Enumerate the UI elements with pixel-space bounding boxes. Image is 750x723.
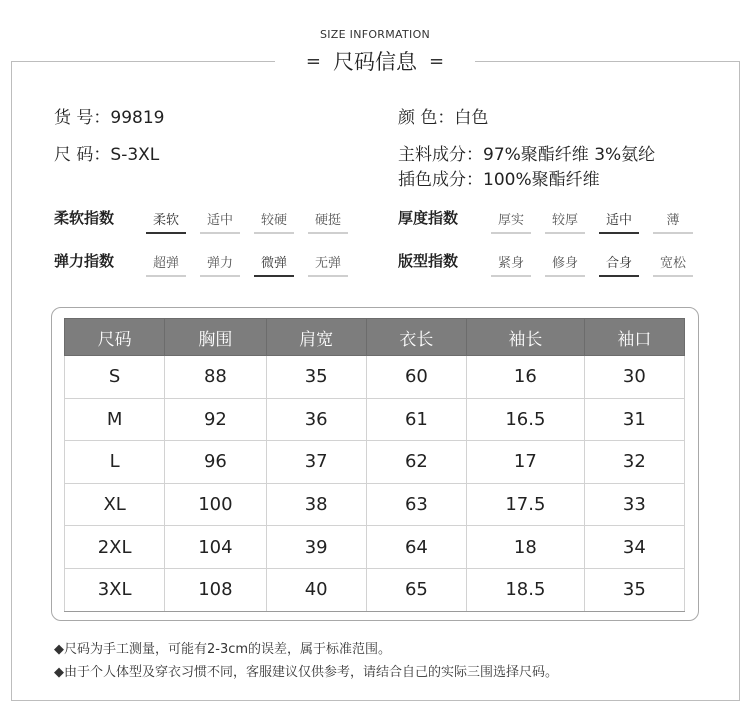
title-dash-right: = — [429, 50, 445, 72]
section-title-en: SIZE INFORMATION — [319, 28, 431, 41]
fit-option: 合身 — [599, 252, 639, 277]
header-length: 衣长 — [366, 319, 466, 356]
table-row — [65, 483, 685, 526]
header-sleeve-length: 袖长 — [467, 319, 585, 356]
table-row — [65, 441, 685, 484]
table-cell: 34 — [584, 526, 684, 569]
color-info: 颜 色：白色 — [398, 108, 489, 128]
table-cell: 65 — [366, 568, 466, 611]
thickness-option: 薄 — [653, 209, 693, 234]
title-dash-left: = — [305, 50, 321, 72]
table-cell: 63 — [366, 483, 466, 526]
section-title — [275, 44, 475, 78]
elasticity-option: 微弹 — [254, 252, 294, 277]
fit-option: 紧身 — [491, 252, 531, 277]
size-table — [64, 318, 685, 612]
table-cell: 18.5 — [467, 568, 585, 611]
elasticity-option: 弹力 — [200, 252, 240, 277]
thickness-option: 较厚 — [545, 209, 585, 234]
table-cell: 17 — [467, 441, 585, 484]
notes — [54, 638, 558, 684]
section-title-cn: 尺码信息 — [333, 50, 417, 74]
table-row — [65, 398, 685, 441]
table-cell: 18 — [467, 526, 585, 569]
table-cell: 62 — [366, 441, 466, 484]
item-number: 货 号：99819 — [54, 108, 165, 128]
table-cell: S — [65, 356, 165, 399]
table-cell: 96 — [165, 441, 266, 484]
header-size: 尺码 — [65, 319, 165, 356]
elasticity-option: 超弹 — [146, 252, 186, 277]
table-cell: 17.5 — [467, 483, 585, 526]
size-range: 尺 码：S-3XL — [54, 145, 160, 165]
table-cell: 104 — [165, 526, 266, 569]
table-cell: 3XL — [65, 568, 165, 611]
note-measurement: ◆尺码为手工测量，可能有2-3cm的误差，属于标准范围。 — [54, 642, 392, 657]
table-cell: 16 — [467, 356, 585, 399]
table-cell: 36 — [266, 398, 366, 441]
table-cell: 88 — [165, 356, 266, 399]
table-cell: M — [65, 398, 165, 441]
softness-option: 较硬 — [254, 209, 294, 234]
table-cell: XL — [65, 483, 165, 526]
table-row — [65, 356, 685, 399]
table-cell: 64 — [366, 526, 466, 569]
table-row — [65, 526, 685, 569]
fit-option: 修身 — [545, 252, 585, 277]
thickness-option: 厚实 — [491, 209, 531, 234]
fit-option: 宽松 — [653, 252, 693, 277]
table-cell: 40 — [266, 568, 366, 611]
table-cell: 31 — [584, 398, 684, 441]
softness-option: 柔软 — [146, 209, 186, 234]
table-row — [65, 568, 685, 611]
elasticity-option: 无弹 — [308, 252, 348, 277]
header-chest: 胸围 — [165, 319, 266, 356]
table-cell: 37 — [266, 441, 366, 484]
note-advice: ◆由于个人体型及穿衣习惯不同，客服建议仅供参考，请结合自己的实际三围选择尺码。 — [54, 665, 558, 680]
softness-index-label: 柔软指数 — [54, 209, 115, 227]
table-cell: 2XL — [65, 526, 165, 569]
table-cell: 32 — [584, 441, 684, 484]
thickness-option: 适中 — [599, 209, 639, 234]
accent-material: 插色成分：100%聚酯纤维 — [398, 170, 600, 190]
table-cell: 108 — [165, 568, 266, 611]
table-cell: 60 — [366, 356, 466, 399]
table-cell: 61 — [366, 398, 466, 441]
table-cell: 33 — [584, 483, 684, 526]
table-cell: 39 — [266, 526, 366, 569]
table-cell: 38 — [266, 483, 366, 526]
table-cell: 30 — [584, 356, 684, 399]
header-cuff: 袖口 — [584, 319, 684, 356]
main-material: 主料成分：97%聚酯纤维 3%氨纶 — [398, 145, 656, 165]
thickness-index-label: 厚度指数 — [398, 209, 459, 227]
elasticity-index-label: 弹力指数 — [54, 252, 115, 270]
fit-index-label: 版型指数 — [398, 252, 459, 270]
table-cell: 92 — [165, 398, 266, 441]
softness-option: 适中 — [200, 209, 240, 234]
header-shoulder: 肩宽 — [266, 319, 366, 356]
table-cell: 35 — [584, 568, 684, 611]
softness-option: 硬挺 — [308, 209, 348, 234]
table-cell: L — [65, 441, 165, 484]
table-header-row — [65, 319, 685, 356]
table-cell: 35 — [266, 356, 366, 399]
table-cell: 100 — [165, 483, 266, 526]
table-cell: 16.5 — [467, 398, 585, 441]
